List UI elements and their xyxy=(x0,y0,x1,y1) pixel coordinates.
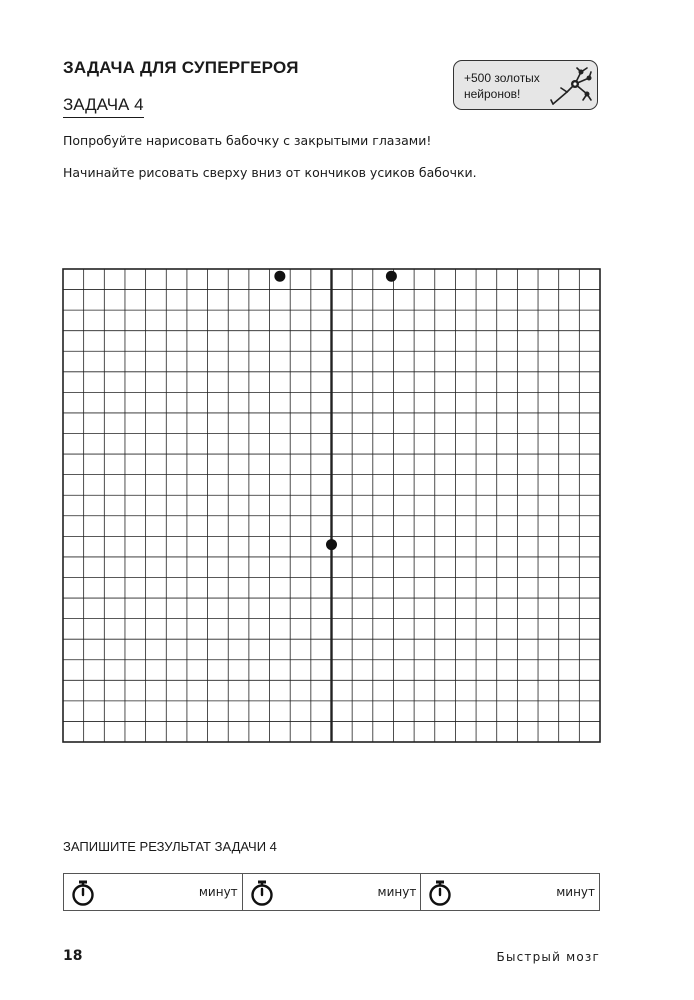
result-cell-2[interactable] xyxy=(243,874,422,910)
task-subtitle: ЗАДАЧА 4 xyxy=(63,95,144,118)
result-cell-3[interactable] xyxy=(421,874,599,910)
reward-text: +500 золотых нейронов! xyxy=(464,71,540,101)
stopwatch-icon xyxy=(249,879,275,907)
start-dot xyxy=(386,271,397,282)
instruction-line-1: Попробуйте нарисовать бабочку с закрытыми глазами! xyxy=(63,133,432,148)
stopwatch-icon xyxy=(427,879,453,907)
page-title: ЗАДАЧА ДЛЯ СУПЕРГЕРОЯ xyxy=(63,58,299,77)
result-table xyxy=(63,873,600,911)
minutes-unit: минут xyxy=(377,885,417,899)
page-number: 18 xyxy=(63,948,83,964)
stopwatch-icon xyxy=(70,879,96,907)
book-title: Быстрый мозг xyxy=(496,950,600,964)
minutes-unit: минут xyxy=(198,885,238,899)
result-label: ЗАПИШИТЕ РЕЗУЛЬТАТ ЗАДАЧИ 4 xyxy=(63,839,277,854)
instruction-line-2: Начинайте рисовать сверху вниз от кончиков усиков бабочки. xyxy=(63,165,477,180)
start-dot xyxy=(326,539,337,550)
result-cell-1[interactable] xyxy=(64,874,243,910)
minutes-unit: минут xyxy=(556,885,596,899)
start-dot xyxy=(274,271,285,282)
